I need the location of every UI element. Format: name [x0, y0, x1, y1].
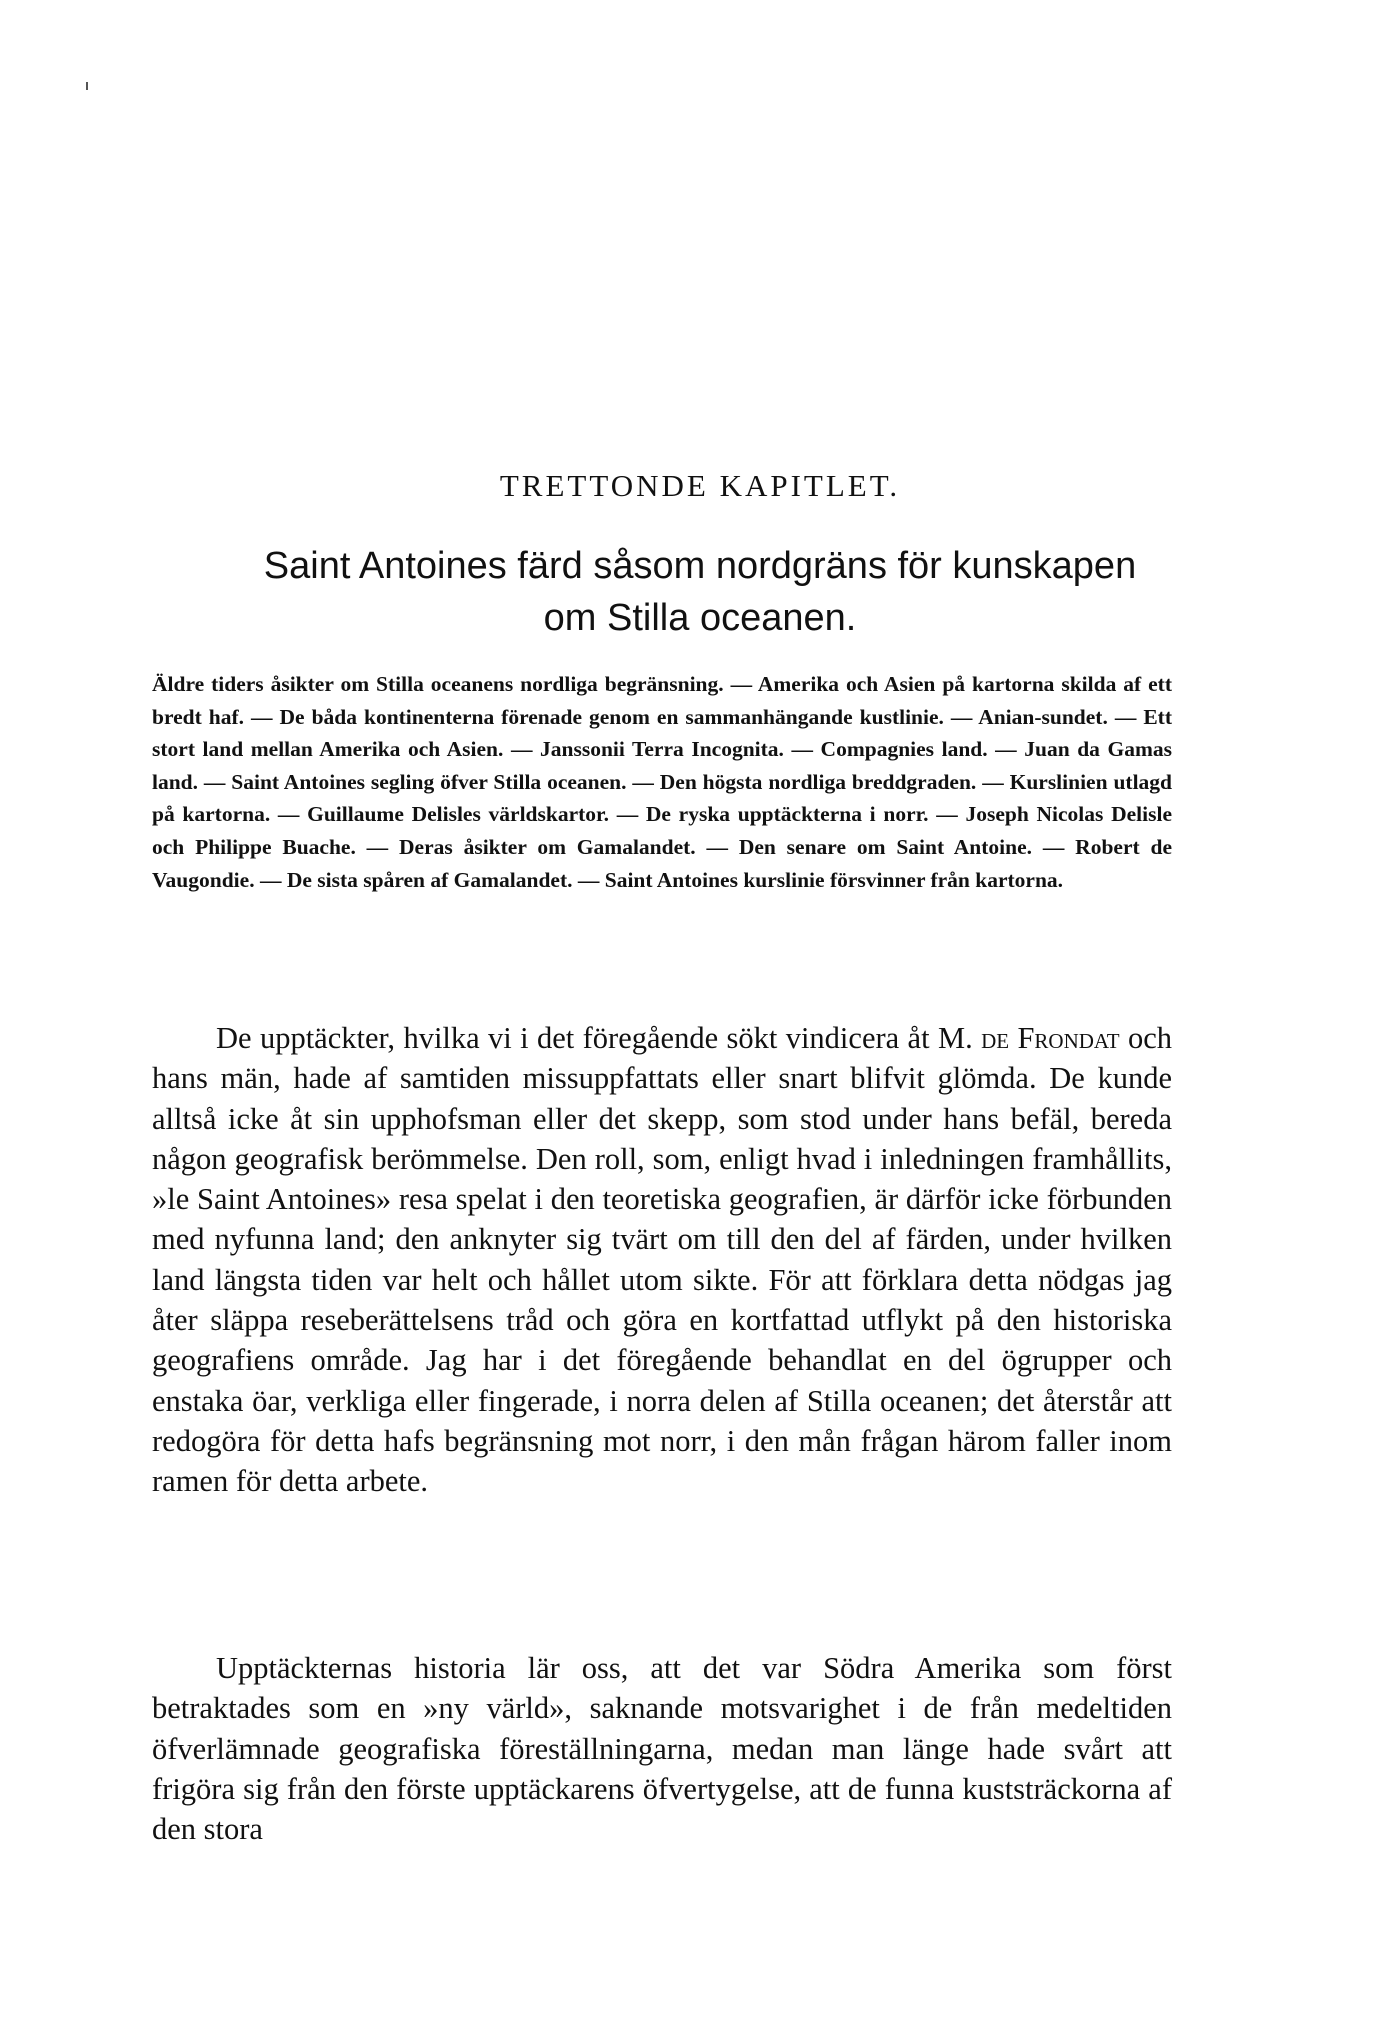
body-paragraph-1 — [152, 1018, 1172, 1502]
chapter-title — [100, 540, 1300, 644]
body-paragraph-2: Upptäckternas historia lär oss, att det var Södra Amerika som först betraktades som en »ny värld», saknande motsvarighet i de från medeltiden öfverlämnade geografiska föreställningarna, medan man länge hade svårt att frigöra sig från den förste upptäckarens öfvertygelse, att de funna kuststräckorna af den stora — [152, 1651, 1172, 1847]
person-name: de Frondat — [981, 1021, 1120, 1055]
chapter-title-line-2: om Stilla oceanen. — [543, 597, 857, 639]
paragraph-1-opening: De upptäckter, hvilka vi i det föregående sökt vindicera åt M. — [216, 1021, 982, 1055]
chapter-heading: TRETTONDE KAPITLET. — [499, 468, 901, 503]
paragraph-1-text: och hans män, hade af samtiden missuppfattats eller snart blifvit glömda. De kunde alltså icke åt sin upphofsman eller det skepp, som stod under hans befäl, bereda någon geografisk berömmelse. Den roll, som, enligt hvad i inledningen framhållits, »le Saint Antoines» resa spelat i den teoretiska geografien, är därför icke förbunden med nyfunna land; den anknyter sig tvärt om till den del af färden, under hvilken land längsta tiden var helt och hållet utom sikte. För att förklara detta nödgas jag åter släppa reseberättelsens tråd och göra en kortfattad utflykt på den historiska geografiens område. Jag har i det föregående behandlat en del ögrupper och enstaka öar, verkliga eller fingerade, i norra delen af Stilla oceanen; det återstår att redogöra för detta hafs begränsning mot norr, i den mån frågan härom faller inom ramen för detta arbete. — [152, 1021, 1173, 1499]
scan-speck — [86, 82, 88, 90]
chapter-synopsis: Äldre tiders åsikter om Stilla oceanens nordliga begränsning. — Amerika och Asien på kartorna skilda af ett bredt haf. — De båda kontinenterna förenade genom en sammanhängande kustlinie. — Anian-sundet. — Ett stort land mellan Amerika och Asien. — Janssonii Terra Incognita. — Compagnies land. — Juan da Gamas land. — Saint Antoines segling öfver Stilla oceanen. — Den högsta nordliga breddgraden. — Kurslinien utlagd på kartorna. — Guillaume Delisles världskartor. — De ryska upptäckterna i norr. — Joseph Nicolas Delisle och Philippe Buache. — Deras åsikter om Gamalandet. — Den senare om Saint Antoine. — Robert de Vaugondie. — De sista spåren af Gamalandet. — Saint Antoines kurslinie försvinner från kartorna. — [152, 672, 1172, 892]
chapter-title-line-1: Saint Antoines färd såsom nordgräns för kunskapen — [263, 545, 1137, 587]
